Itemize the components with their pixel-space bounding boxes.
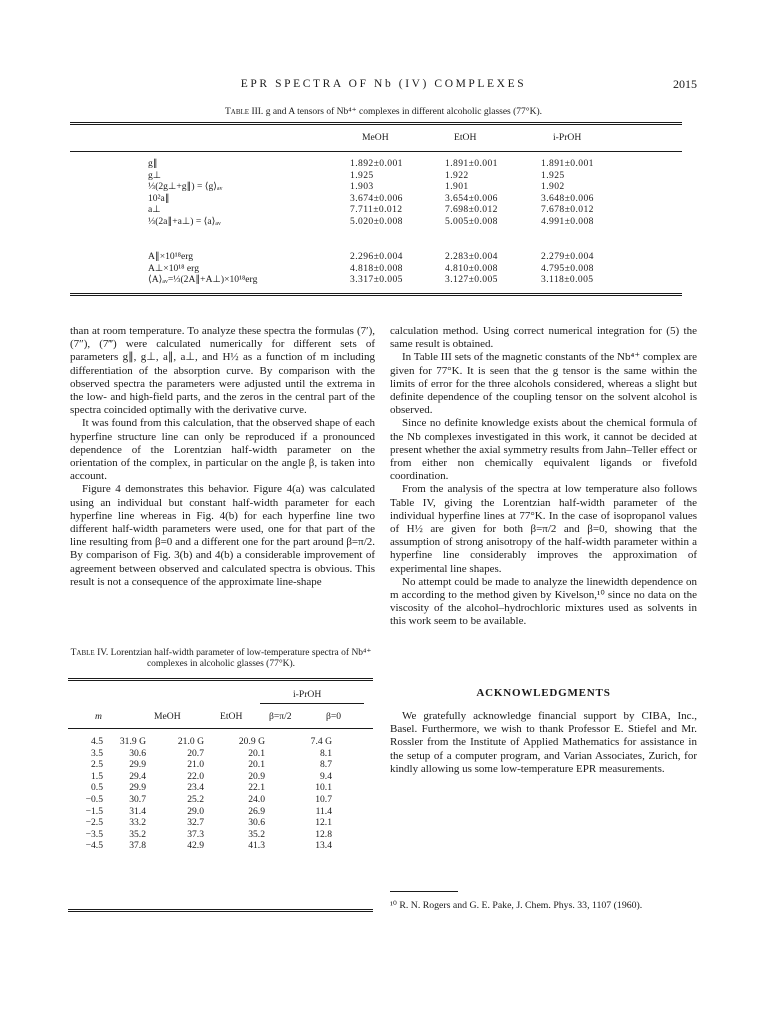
table4-cell-meoh: 33.2 — [129, 817, 146, 829]
table4-cell-b_0: 11.4 — [315, 805, 332, 817]
table3-row-label: ⟨A⟩ₐᵥ=⅓(2A∥+A⊥)×10¹⁸erg — [148, 274, 258, 286]
left-paragraph-3: Figure 4 demonstrates this behavior. Figure 4(a) was calculated using an individual but constant half-width parameter for each hyperfine line whereas in Fig. 4(b) for each hyperfine line two different half-width parameters were used, one for that part of the line resulting from β=0 and a different one for the part around β=π/2. By comparison of Fig. 3(b) and 4(b) a considerable improvement of agreement between observed and calculated spectra is obvious. This result is not a consequence of the approximate line-shape — [70, 483, 375, 588]
table3-row-label: g⊥ — [148, 169, 162, 181]
table3-row-label: ⅓(2g⊥+g∥) = ⟨g⟩ₐᵥ — [148, 181, 223, 193]
table3-cell: 3.118±0.005 — [541, 274, 594, 286]
footnote-rule — [390, 891, 458, 892]
table4-cell-b_0: 12.1 — [315, 817, 332, 829]
table3-cell: 3.654±0.006 — [445, 192, 498, 204]
table4-cell-b_pi2: 30.6 — [248, 817, 265, 829]
table3-cell: 7.698±0.012 — [445, 204, 498, 216]
table4-cell-m: −1.5 — [85, 805, 103, 817]
table4-cell-b_pi2: 22.1 — [248, 782, 265, 794]
table4-cell-meoh: 29.9 — [129, 782, 146, 794]
table4-cell-b_pi2: 41.3 — [248, 840, 265, 852]
table4-col-etoh: EtOH — [220, 711, 243, 722]
page-number: 2015 — [673, 77, 697, 91]
table4-cell-m: 1.5 — [91, 770, 103, 782]
table4-cell-b_pi2: 20.9 G — [238, 736, 265, 747]
table4-cell-etoh: 25.2 — [187, 794, 204, 805]
table4-cell-etoh: 29.0 — [187, 805, 204, 817]
right-paragraph-1: calculation method. Using correct numerical integration for (5) the same result is obtained. — [390, 325, 697, 351]
table4-cell-m: 2.5 — [91, 759, 103, 771]
table4-cell-etoh: 32.7 — [187, 817, 204, 829]
table4-cell-etoh: 22.0 — [187, 770, 204, 782]
table3-cell: 7.711±0.012 — [350, 204, 403, 216]
table3-cell: 4.818±0.008 — [350, 262, 403, 274]
table4-cell-b_0: 12.8 — [315, 828, 332, 840]
table4-cell-b_pi2: 20.1 — [248, 759, 265, 771]
table3-cell: 1.903 — [350, 181, 374, 193]
table4-caption-label: Table IV. — [70, 648, 109, 658]
table4-cell-meoh: 35.2 — [129, 828, 146, 840]
table4-cell-etoh: 37.3 — [187, 828, 204, 840]
table4-caption — [70, 648, 372, 670]
table4-cell-etoh: 23.4 — [187, 782, 204, 794]
acknowledgments-text — [390, 710, 697, 776]
table4-cell-b_pi2: 35.2 — [248, 828, 265, 840]
table3-cell: 2.296±0.004 — [350, 251, 403, 262]
footnote: ¹⁰ R. N. Rogers and G. E. Pake, J. Chem. Phys. 33, 1107 (1960). — [390, 900, 643, 911]
table4-cell-b_0: 9.4 — [320, 770, 332, 782]
table3-cell: 1.925 — [541, 169, 565, 181]
table3-cell: 3.317±0.005 — [350, 274, 403, 286]
table4-cell-b_0: 7.4 G — [310, 736, 332, 747]
table4-cell-meoh: 30.7 — [129, 794, 146, 805]
table4-cell-b_pi2: 20.9 — [248, 770, 265, 782]
table3-row-label: A∥×10¹⁸erg — [148, 251, 194, 262]
running-header — [0, 78, 767, 94]
right-paragraph-5: No attempt could be made to analyze the linewidth dependence on m according to the method given by Kivelson,¹⁰ since no data on the viscosity of the alcohol–hydrochloric mixtures used as solvents in this work seem to be available. — [390, 575, 697, 628]
table4-cell-meoh: 31.4 — [129, 805, 146, 817]
right-paragraph-3: Since no definite knowledge exists about the chemical formula of the Nb complexes investigated in this work, it cannot be decided at present whether the axial symmetry results from Jahn–Teller effect or from either non chemically equivalent ligands or fivefold coordination. — [390, 417, 697, 483]
table4-cell-b_0: 10.1 — [315, 782, 332, 794]
table4-cell-etoh: 21.0 G — [177, 736, 204, 747]
table4-cell-b_0: 10.7 — [315, 794, 332, 805]
table3-row-label: A⊥×10¹⁸ erg — [148, 262, 199, 274]
table3-col-iproh: i-PrOH — [553, 132, 582, 143]
table3-col-meoh: MeOH — [362, 132, 389, 143]
table4-cell-meoh: 31.9 G — [119, 736, 146, 747]
table4-cell-meoh: 29.9 — [129, 759, 146, 771]
table4-cell-meoh: 30.6 — [129, 747, 146, 759]
table3-cell: 1.892±0.001 — [350, 158, 403, 169]
table4-col-beta-0: β=0 — [326, 711, 342, 722]
table3-cell: 2.279±0.004 — [541, 251, 594, 262]
table3-cell: 4.810±0.008 — [445, 262, 498, 274]
table3-cell: 7.678±0.012 — [541, 204, 594, 216]
table3-cell: 3.648±0.006 — [541, 192, 594, 204]
table4-cell-m: 3.5 — [91, 747, 103, 759]
table3-cell: 3.127±0.005 — [445, 274, 498, 286]
table4-cell-m: 0.5 — [91, 782, 103, 794]
table3-cell: 4.795±0.008 — [541, 262, 594, 274]
table4-cell-m: −4.5 — [85, 840, 103, 852]
table4-cell-etoh: 20.7 — [187, 747, 204, 759]
table4-cell-b_0: 8.7 — [320, 759, 332, 771]
table3-cell: 5.020±0.008 — [350, 216, 403, 227]
table4-group-header: i-PrOH — [293, 689, 322, 700]
table3-cell: 1.901 — [445, 181, 469, 193]
table3-cell: 1.925 — [350, 169, 374, 181]
table4-cell-m: −2.5 — [85, 817, 103, 829]
table3-row-label: 10²a∥ — [148, 192, 170, 204]
table4-cell-m: 4.5 — [91, 736, 103, 747]
running-title: EPR SPECTRA OF Nb (IV) COMPLEXES — [240, 78, 527, 90]
table4-cell-b_pi2: 20.1 — [248, 747, 265, 759]
table3-cell: 1.891±0.001 — [445, 158, 498, 169]
right-column — [390, 325, 697, 629]
table3-cell: 1.902 — [541, 181, 565, 193]
table3-cell: 1.922 — [445, 169, 469, 181]
left-column — [70, 325, 375, 589]
table3-row-label: g∥ — [148, 158, 158, 169]
right-paragraph-2: In Table III sets of the magnetic constants of the Nb⁴⁺ complex are given for 77°K. It is seen that the g tensor is the same within the limits of error for the three alcohols considered, whereas a slight but definite dependence of the coupling tensor on the solvent alcohol is observed. — [390, 351, 697, 417]
table3-cell: 2.283±0.004 — [445, 251, 498, 262]
table4-cell-m: −0.5 — [85, 794, 103, 805]
table4-cell-etoh: 42.9 — [187, 840, 204, 852]
table4-cell-b_0: 13.4 — [315, 840, 332, 852]
table3-row-label: ⅓(2a∥+a⊥) = ⟨a⟩ₐᵥ — [148, 216, 221, 227]
table4-cell-meoh: 37.8 — [129, 840, 146, 852]
right-paragraph-4: From the analysis of the spectra at low temperature also follows Table IV, giving the Lorentzian half-width parameter of the individual hyperfine lines at 77°K. In the case of isopropanol values of H½ are given for both β=π/2 and β=0, showing that the assumption of strong anisotropy of the half-width parameter within a hyperfine line considerably improves the approximation of experimental line shapes. — [390, 483, 697, 575]
table3-cell: 1.891±0.001 — [541, 158, 594, 169]
table4-cell-meoh: 29.4 — [129, 770, 146, 782]
table3-col-etoh: EtOH — [454, 132, 477, 143]
table4-col-m: m — [95, 711, 102, 722]
acknowledgments-paragraph: We gratefully acknowledge financial support by CIBA, Inc., Basel. Furthermore, we wish to thank Professor E. Stiefel and Mr. Rossler from the Institute of Applied Mathematics for assistance in the setup of a computer program, and Varian Associates, Zurich, for kindly allowing us some low-temperature EPR measurements. — [390, 710, 697, 775]
acknowledgments-heading: ACKNOWLEDGMENTS — [476, 687, 611, 699]
table3-caption — [0, 107, 767, 118]
table3-cell: 3.674±0.006 — [350, 192, 403, 204]
table4-cell-b_pi2: 26.9 — [248, 805, 265, 817]
table4-col-meoh: MeOH — [154, 711, 181, 722]
table4-cell-etoh: 21.0 — [187, 759, 204, 771]
table3-row-label: a⊥ — [148, 204, 161, 216]
table4-cell-b_pi2: 24.0 — [248, 794, 265, 805]
table4-caption-text: Lorentzian half-width parameter of low-temperature spectra of Nb⁴⁺ complexes in alcoholic glasses (77°K). — [110, 648, 372, 669]
table4-cell-b_0: 8.1 — [320, 747, 332, 759]
left-paragraph-1: than at room temperature. To analyze these spectra the formulas (7′), (7″), (7‴) were calculated numerically for different sets of parameters g∥, g⊥, a∥, a⊥, and H½ as a function of m including differentiation of the absorption curve. By comparison with the observed spectra the parameters were adjusted until the extrema in the low- and high-field parts, and the zeros in the central part of the spectra coincided optimally with the derivative curve. — [70, 325, 375, 417]
table3-cell: 4.991±0.008 — [541, 216, 594, 227]
table3-caption-label: Table III. — [224, 107, 264, 117]
table3-caption-text: g and A tensors of Nb⁴⁺ complexes in different alcoholic glasses (77°K). — [265, 107, 542, 117]
table3-cell: 5.005±0.008 — [445, 216, 498, 227]
left-paragraph-2: It was found from this calculation, that the observed shape of each hyperfine structure line can only be reproduced if a pronounced dependence of the Lorentzian half-width parameter on the orientation of the complex, in particular on the angle β, is taken into account. — [70, 417, 375, 483]
table4-cell-m: −3.5 — [85, 828, 103, 840]
table4-col-beta-pi2: β=π/2 — [269, 711, 292, 722]
